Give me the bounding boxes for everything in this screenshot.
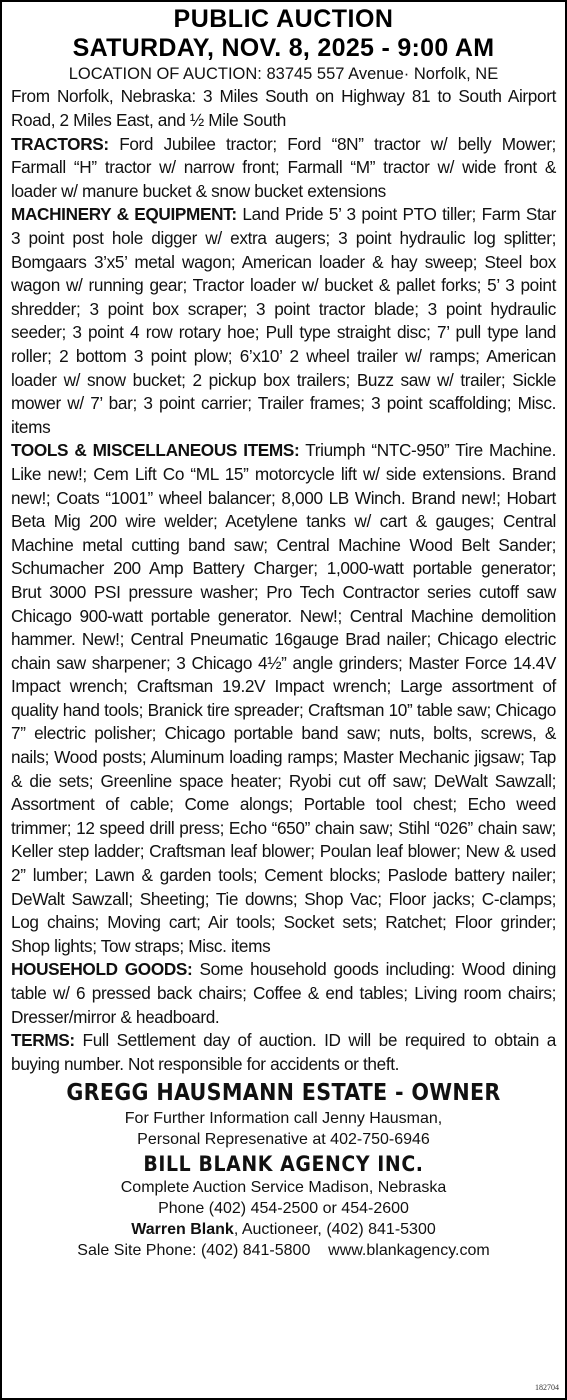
auctioneer-details: , Auctioneer, (402) 841-5300 (233, 1221, 436, 1239)
section-body: Ford Jubilee tractor; Ford “8N” tractor w/ belly Mower; Farmall “H” tractor w/ narrow front; Farmall “M” tractor w/ wide front & loader w/ manure bucket & snow bucket extensions (11, 133, 556, 201)
section-body: Land Pride 5’ 3 point PTO tiller; Farm Star 3 point post hole digger w/ extra augers; 3 point hydraulic log splitter; Bomgaars 3’x5’ metal wagon; American loader & hay sweep; Steel box wagon w/ running gear; Tractor loader w/ bucket & pallet forks; 5’ 3 point shredder; 3 point box scraper; 3 point tractor blade; 3 point hydraulic seeder; 3 point 4 row rotary hoe; Pull type straight disc; 7’ pull type land roller; 2 bottom 3 point plow; 6’x10’ 2 wheel trailer w/ ramps; American loader w/ snow bucket; 2 pickup box trailers; Buzz saw w/ trailer; Sickle mower w/ 7’ bar; 3 point carrier; Trailer frames; 3 point scaffolding; Misc. items (11, 204, 557, 437)
sale-site-line: Sale Site Phone: (402) 841-5800 www.blankagency.com (77, 1242, 490, 1260)
auctioneer-line (11, 1219, 556, 1240)
section-body: Full Settlement day of auction. ID will be required to obtain a buying number. Not responsible for accidents or theft. (11, 1030, 556, 1074)
auction-location: LOCATION OF AUCTION: 83745 557 Avenue· Norfolk, NE (68, 65, 499, 83)
owner-contact-line1: For Further Information call Jenny Hausman, (124, 1109, 443, 1127)
auctioneer-name: Warren Blank (131, 1221, 234, 1239)
section-machinery (11, 203, 556, 439)
agency-service: Complete Auction Service Madison, Nebraska (120, 1179, 447, 1197)
section-body: Some household goods including: Wood dining table w/ 6 pressed back chairs; Coffee & end tables; Living room chairs; Dresser/mirror & headboard. (11, 959, 556, 1027)
directions: From Norfolk, Nebraska: 3 Miles South on Highway 81 to South Airport Road, 2 Miles East, and ½ Mile South (11, 86, 556, 131)
ad-number: 182704 (535, 1383, 559, 1392)
section-household (11, 958, 556, 1029)
ad-title: PUBLIC AUCTION (173, 5, 394, 33)
agency-phone: Phone (402) 454-2500 or 454-2600 (158, 1200, 409, 1218)
section-tractors (11, 133, 556, 204)
section-heading: MACHINERY & EQUIPMENT: (11, 204, 237, 225)
section-heading: HOUSEHOLD GOODS: (11, 959, 193, 980)
section-heading: TRACTORS: (11, 133, 109, 154)
owner-name: GREGG HAUSMANN ESTATE - OWNER (66, 1080, 501, 1107)
auction-date: SATURDAY, NOV. 8, 2025 - 9:00 AM (72, 33, 495, 62)
section-body: Triumph “NTC-950” Tire Machine. Like new!; Cem Lift Co “ML 15” motorcycle lift w/ side extensions. Brand new!; Coats “1001” wheel balancer; 8,000 LB Winch. Brand new!; Hobart Beta Mig 200 wire welder; Acetylene tanks w/ cart & gauges; Central Machine metal cutting band saw; Central Machine Wood Belt Sander; Schumacher 200 Amp Battery Charger; 1,000-watt portable generator; Brut 3000 PSI pressure washer; Pro Tech Contractor series cutoff saw Chicago 900-watt portable generator. New!; Central Machine demolition hammer. New!; Central Pneumatic 16gauge Brad nailer; Chicago electric chain saw sharpener; 3 Chicago 4½” angle grinders; Master Force 14.4V Impact wrench; Craftsman 19.2V Impact wrench; Large assortment of quality hand tools; Branick tire spreader; Craftsman 10” table saw; Chicago 7” electric polisher; Chicago portable band saw; nuts, bolts, screws, & nails; Wood posts; Aluminum loading ramps; Master Mechanic jigsaw; Tap & die sets; Greenline space heater; Ryobi cut off saw; DeWalt Sawzall; Assortment of cable; Come alongs; Portable tool chest; Echo weed trimmer; 12 speed drill press; Echo “650” chain saw; Stihl “026” chain saw; Keller step ladder; Craftsman leaf blower; Poulan leaf blower; New & used 2” lumber; Lawn & garden tools; Cement blocks; Paslode battery nailer; DeWalt Sawzall; Sheeting; Tie downs; Shop Vac; Floor jacks; C-clamps; Log chains; Moving cart; Air tools; Socket sets; Ratchet; Floor grinder; Shop lights; Tow straps; Misc. items (11, 440, 556, 956)
section-terms (11, 1029, 556, 1076)
section-tools (11, 439, 556, 958)
agency-name: BILL BLANK AGENCY INC. (143, 1151, 424, 1176)
section-heading: TOOLS & MISCELLANEOUS ITEMS: (11, 440, 300, 461)
section-heading: TERMS: (11, 1030, 75, 1051)
owner-contact-line2: Personal Represenative at 402-750-6946 (137, 1130, 430, 1148)
